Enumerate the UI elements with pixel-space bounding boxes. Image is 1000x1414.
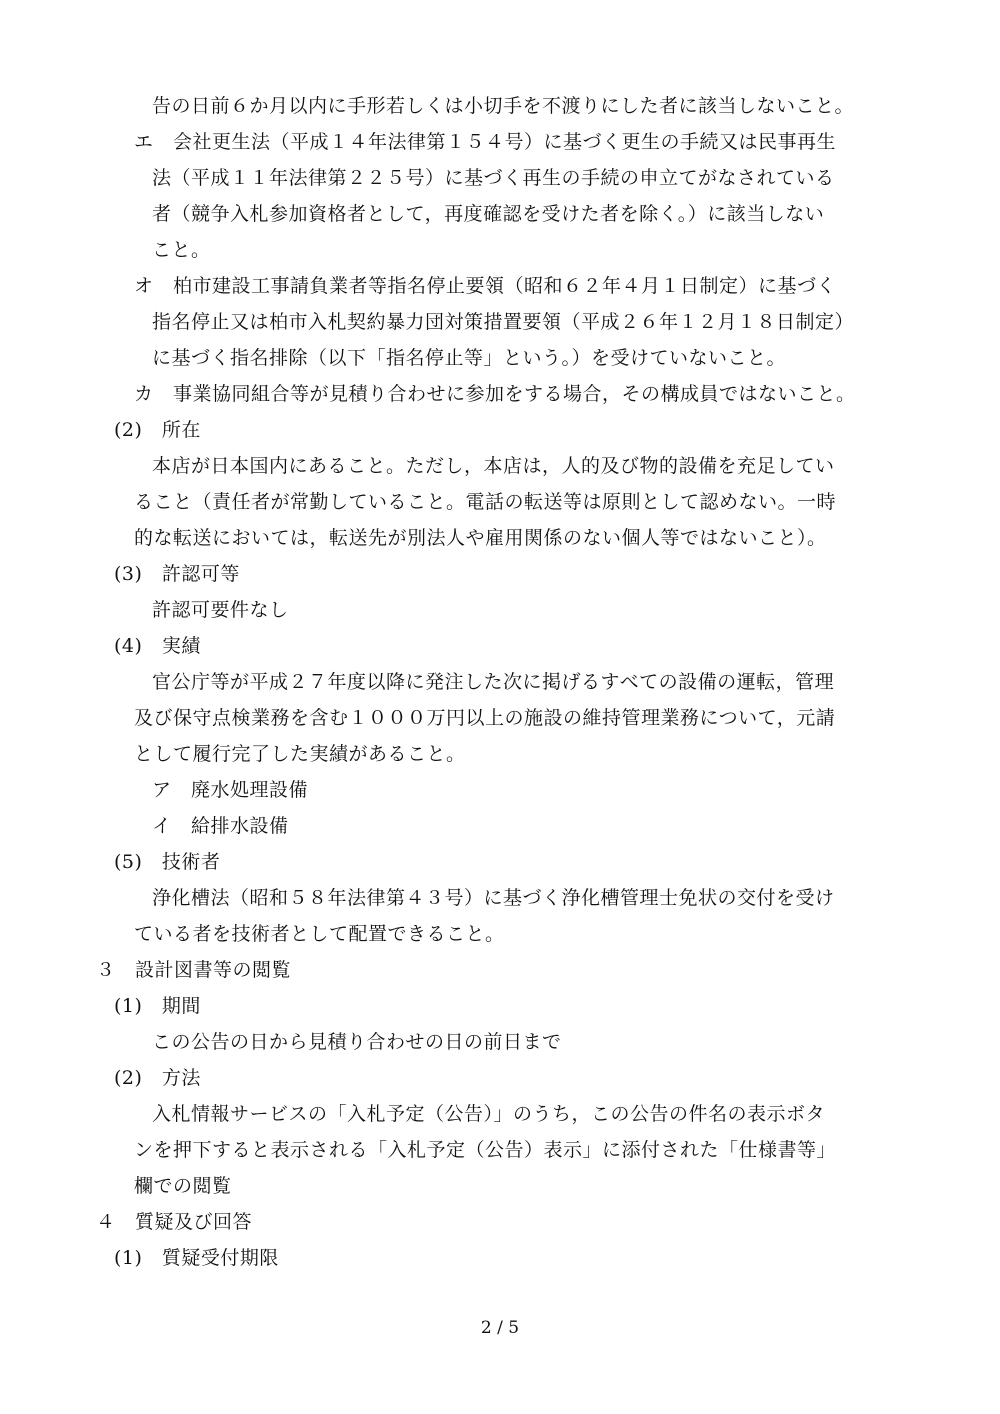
section-heading: (2) 方法 [114, 1067, 201, 1089]
text-line: エ 会社更生法（平成１４年法律第１５４号）に基づく更生の手続又は民事再生 [134, 131, 837, 153]
text-line: 本店が日本国内にあること。ただし，本店は，人的及び物的設備を充足してい [152, 455, 835, 477]
text-line: こと。 [152, 239, 211, 261]
text-line: カ 事業協同組合等が見積り合わせに参加をする場合，その構成員ではないこと。 [134, 383, 856, 405]
text-line: 指名停止又は柏市入札契約暴力団対策措置要領（平成２６年１２月１８日制定） [152, 311, 855, 333]
text-line: 許認可要件なし [152, 599, 289, 621]
text-line: 的な転送においては，転送先が別法人や雇用関係のない個人等ではないこと）。 [134, 527, 827, 549]
section-heading: (2) 所在 [114, 419, 201, 441]
text-line: 告の日前６か月以内に手形若しくは小切手を不渡りにした者に該当しないこと。 [152, 95, 855, 117]
list-item: イ 給排水設備 [152, 815, 289, 837]
text-line: ている者を技術者として配置できること。 [134, 923, 505, 945]
section-heading: (4) 実績 [114, 635, 201, 657]
text-line: 浄化槽法（昭和５８年法律第４３号）に基づく浄化槽管理士免状の交付を受け [152, 887, 835, 909]
text-line: ンを押下すると表示される「入札予定（公告）表示」に添付された「仕様書等」 [134, 1139, 837, 1161]
chapter-heading: ３ 設計図書等の閲覧 [96, 959, 292, 981]
text-line: 及び保守点検業務を含む１０００万円以上の施設の維持管理業務について，元請 [134, 707, 836, 729]
list-item: ア 廃水処理設備 [152, 779, 309, 801]
text-line: として履行完了した実績があること。 [134, 743, 466, 765]
section-heading: (3) 許認可等 [114, 563, 240, 585]
text-line: 法（平成１１年法律第２２５号）に基づく再生の手続の申立てがなされている [152, 167, 835, 189]
chapter-heading: ４ 質疑及び回答 [96, 1211, 253, 1233]
text-line: 者（競争入札参加資格者として，再度確認を受けた者を除く。）に該当しない [152, 203, 825, 225]
text-line: この公告の日から見積り合わせの日の前日まで [152, 1031, 562, 1053]
section-heading: (1) 期間 [114, 995, 201, 1017]
text-line: 官公庁等が平成２７年度以降に発注した次に掲げるすべての設備の運転，管理 [152, 671, 835, 693]
text-line: ること（責任者が常勤していること。電話の転送等は原則として認めない。一時 [134, 491, 837, 513]
section-heading: (1) 質疑受付期限 [114, 1247, 279, 1269]
text-line: 欄での閲覧 [134, 1175, 232, 1197]
text-line: オ 柏市建設工事請負業者等指名停止要領（昭和６２年４月１日制定）に基づく [134, 275, 837, 297]
text-line: 入札情報サービスの「入札予定（公告）」のうち，この公告の件名の表示ボタ [152, 1103, 826, 1125]
text-line: に基づく指名排除（以下「指名停止等」という。）を受けていないこと。 [152, 347, 787, 369]
section-heading: (5) 技術者 [114, 851, 221, 873]
page-number: 2 / 5 [480, 1318, 520, 1338]
